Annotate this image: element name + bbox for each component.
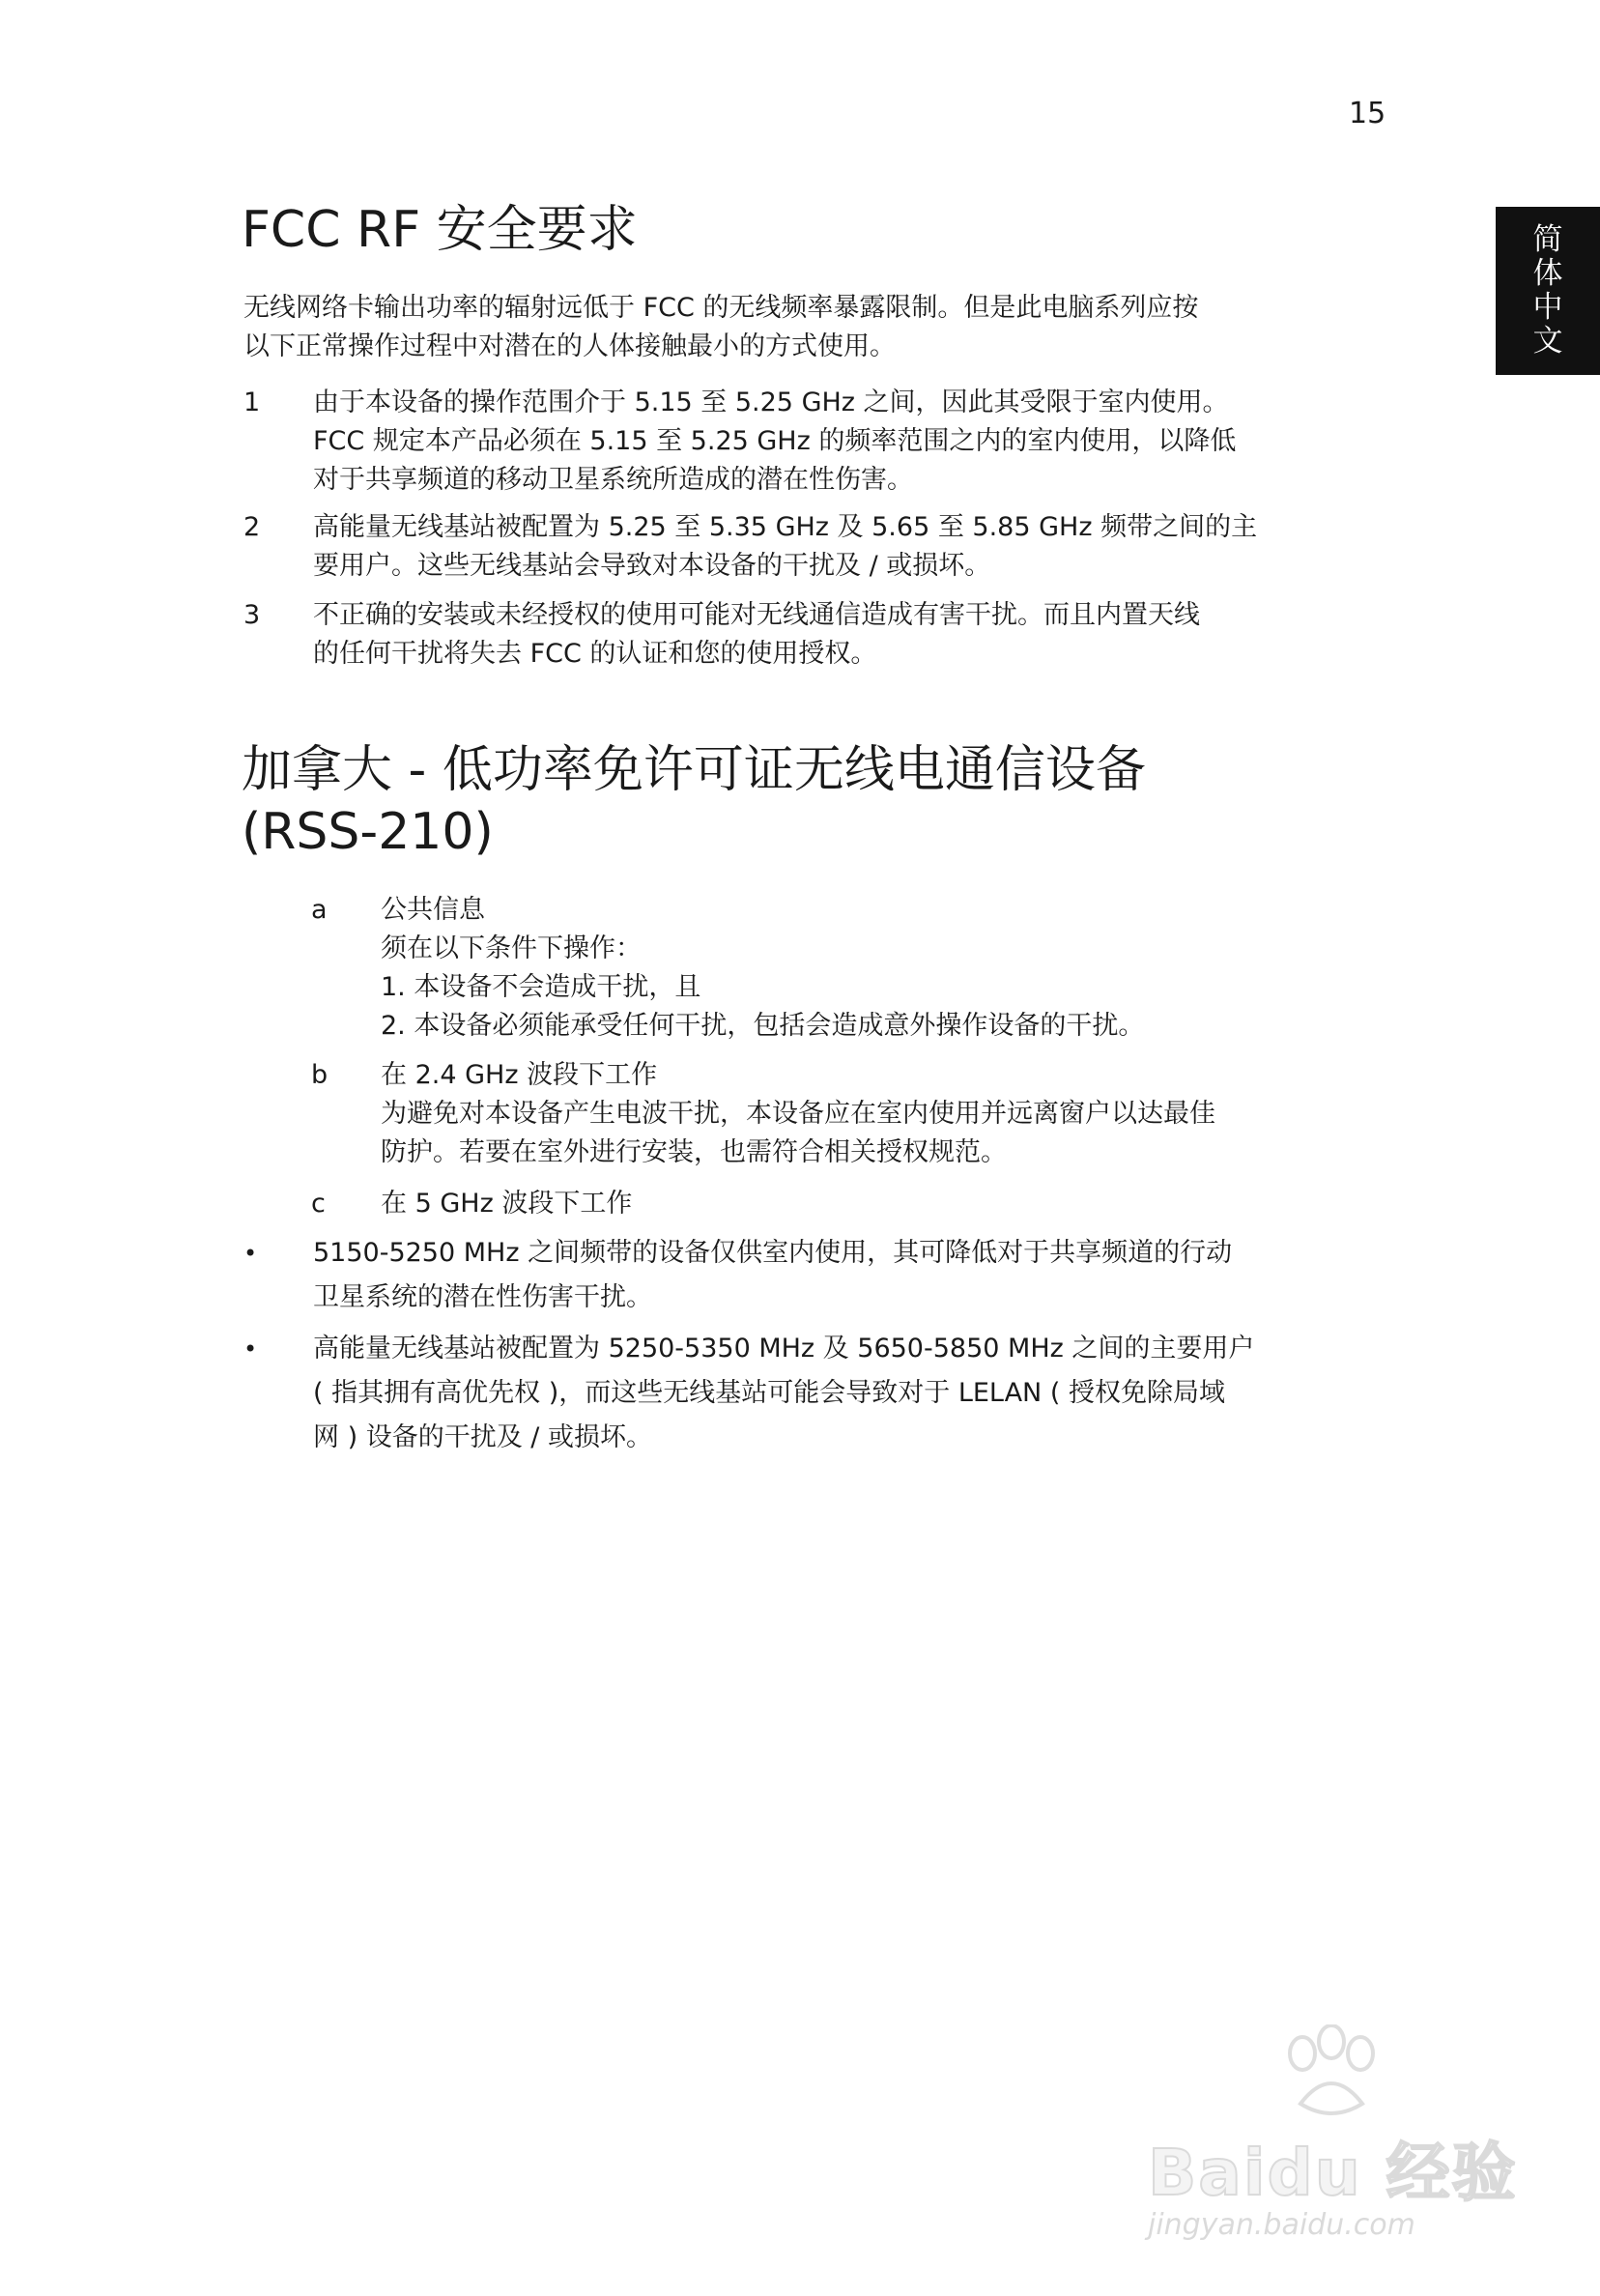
language-tab — [1496, 207, 1600, 375]
text-line: 5150-5250 MHz 之间频带的设备仅供室内使用，其可降低对于共享频道的行动 — [313, 1238, 1233, 1268]
list-text — [313, 384, 1376, 500]
watermark-brand: Baidu 经验 — [1148, 2136, 1518, 2210]
page-number: 15 — [1349, 97, 1386, 130]
list-number: 2 — [243, 512, 261, 542]
text-line: 2. 本设备必须能承受任何干扰，包括会造成意外操作设备的干扰。 — [381, 1011, 1145, 1041]
sub-item-text — [381, 1056, 1386, 1172]
text-line: 以下正常操作过程中对潜在的人体接触最小的方式使用。 — [243, 331, 896, 361]
list-text — [313, 596, 1376, 674]
text-line: 在 2.4 GHz 波段下工作 — [381, 1060, 658, 1090]
heading-line: (RSS-210) — [242, 803, 494, 861]
text-line: ( 指其拥有高优先权 )，而这些无线基站可能会导致对于 LELAN ( 授权免除局域 — [313, 1378, 1225, 1408]
text-line: 公共信息 — [381, 895, 485, 925]
sub-item-text — [381, 1185, 1386, 1223]
watermark-url: jingyan.baidu.com — [1148, 2208, 1415, 2242]
text-line: 网 ) 设备的干扰及 / 或损坏。 — [313, 1422, 652, 1452]
text-line: FCC 规定本产品必须在 5.15 至 5.25 GHz 的频率范围之内的室内使用，以降低 — [313, 426, 1237, 456]
text-line: 卫星系统的潜在性伤害干扰。 — [313, 1282, 652, 1312]
text-line: 无线网络卡输出功率的辐射远低于 FCC 的无线频率暴露限制。但是此电脑系列应按 — [243, 293, 1199, 323]
heading-line: 加拿大 - 低功率免许可证无线电通信设备 — [242, 741, 1146, 799]
list-number: 3 — [243, 600, 261, 630]
text-line: 高能量无线基站被配置为 5.25 至 5.35 GHz 及 5.65 至 5.85 GHz 频带之间的主 — [313, 512, 1258, 542]
language-tab-char: 简 — [1532, 222, 1563, 257]
text-line: 高能量无线基站被配置为 5250-5350 MHz 及 5650-5850 MHz 之间的主要用户 — [313, 1334, 1255, 1363]
list-text — [313, 508, 1376, 586]
text-line: 在 5 GHz 波段下工作 — [381, 1189, 633, 1219]
text-line: 要用户。这些无线基站会导致对本设备的干扰及 / 或损坏。 — [313, 551, 991, 581]
sub-item-letter: c — [311, 1189, 326, 1219]
text-line: 须在以下条件下操作： — [381, 933, 642, 963]
language-tab-char: 中 — [1532, 290, 1563, 325]
list-number: 1 — [243, 387, 261, 417]
baidu-watermark — [1129, 2024, 1554, 2266]
language-tab-char: 文 — [1532, 324, 1563, 359]
bullet-icon: • — [243, 1240, 258, 1267]
text-line: 不正确的安装或未经授权的使用可能对无线通信造成有害干扰。而且内置天线 — [313, 600, 1200, 630]
paw-icon — [1273, 2024, 1389, 2131]
text-line: 对于共享频道的移动卫星系统所造成的潜在性伤害。 — [313, 465, 913, 495]
text-line: 1. 本设备不会造成干扰，且 — [381, 972, 701, 1002]
text-line: 为避免对本设备产生电波干扰，本设备应在室内使用并远离窗户以达最佳 — [381, 1099, 1215, 1129]
section-heading-fcc: FCC RF 安全要求 — [242, 201, 638, 259]
bullet-icon: • — [243, 1335, 258, 1363]
bullet-text — [313, 1327, 1386, 1460]
language-tab-char: 体 — [1532, 256, 1563, 291]
text-line: 的任何干扰将失去 FCC 的认证和您的使用授权。 — [313, 639, 877, 669]
sub-item-letter: a — [311, 895, 328, 925]
section-intro — [243, 289, 1384, 366]
sub-item-text — [381, 891, 1386, 1046]
text-line: 防护。若要在室外进行安装，也需符合相关授权规范。 — [381, 1137, 1007, 1167]
sub-item-letter: b — [311, 1060, 329, 1090]
section-heading-canada — [242, 739, 1146, 863]
bullet-text — [313, 1231, 1386, 1320]
text-line: 由于本设备的操作范围介于 5.15 至 5.25 GHz 之间，因此其受限于室内使用。 — [313, 387, 1229, 417]
